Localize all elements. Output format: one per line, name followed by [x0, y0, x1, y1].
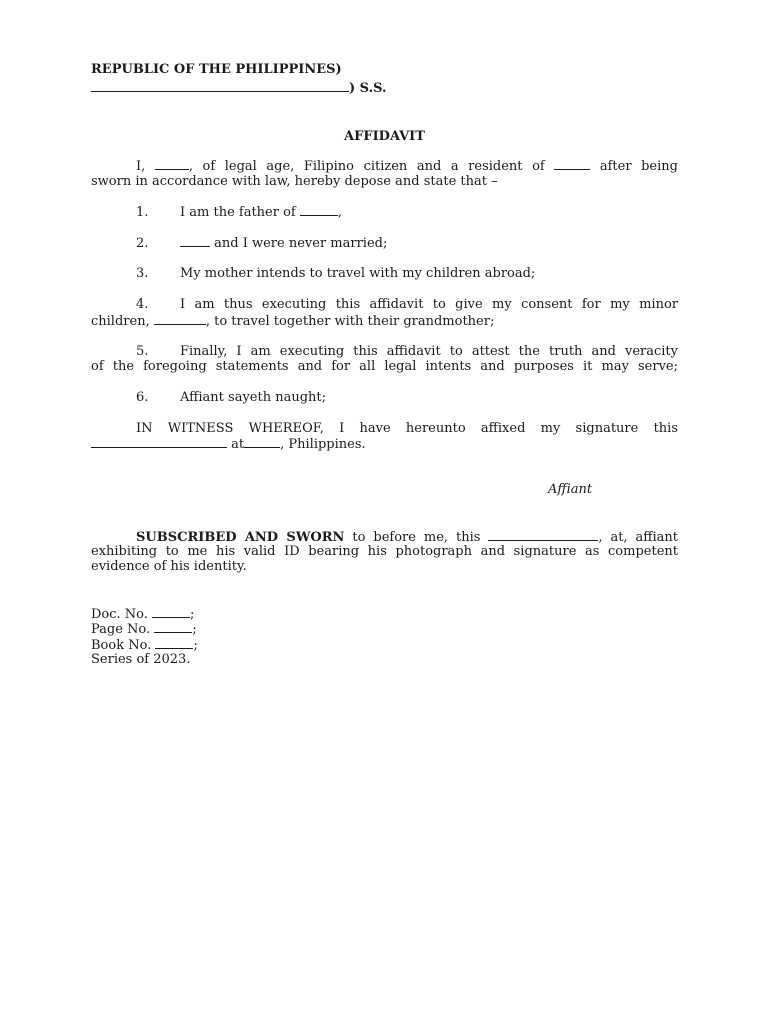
children-names-blank — [154, 313, 206, 325]
page-no-suffix: ; — [192, 622, 197, 637]
place-blank — [244, 436, 280, 448]
item-6-text: Affiant sayeth naught; — [180, 390, 327, 405]
name-blank — [155, 158, 189, 170]
republic-text: REPUBLIC OF THE PHILIPPINES) — [91, 62, 342, 77]
item-4-line-1 — [91, 297, 678, 313]
doc-no-suffix: ; — [190, 607, 195, 622]
doc-no-label: Doc. No. — [91, 607, 148, 622]
doc-no-blank — [152, 606, 190, 618]
item-1-text: I am the father of — [180, 205, 296, 220]
jurat-date-blank — [488, 529, 598, 541]
item-4-children: children, — [91, 314, 150, 329]
item-6-number: 6. — [136, 390, 149, 405]
item-4-line-2 — [91, 313, 678, 330]
item-5-line-2 — [91, 359, 678, 375]
item-2-text: and I were never married; — [214, 236, 388, 251]
intro-text-1: , of legal age, Filipino citizen and a resident of — [188, 159, 545, 174]
document-title — [91, 129, 678, 145]
witness-at: at — [231, 437, 245, 452]
item-4-text-1: I am thus executing this affidavit to give my consent for my minor — [180, 297, 678, 312]
venue-blank — [91, 80, 349, 92]
item-3 — [91, 266, 678, 282]
intro-text-3: sworn in accordance with law, hereby depose and state that – — [91, 174, 498, 189]
residence-blank — [554, 158, 590, 170]
item-5-text-1: Finally, I am executing this affidavit to attest the truth and veracity — [180, 344, 678, 359]
book-no-blank — [155, 637, 193, 649]
affiant-text: Affiant — [548, 482, 593, 497]
series-line — [91, 652, 678, 668]
item-1 — [91, 204, 678, 221]
book-no-label: Book No. — [91, 638, 152, 653]
child-name-blank — [300, 204, 338, 216]
affiant-label — [548, 482, 592, 498]
page-no-blank — [154, 621, 192, 633]
item-3-text: My mother intends to travel with my children abroad; — [180, 266, 536, 281]
book-no-suffix: ; — [193, 638, 198, 653]
page-no-line — [91, 621, 678, 638]
item-2 — [91, 235, 678, 252]
item-1-comma: , — [337, 205, 343, 220]
item-3-number: 3. — [136, 266, 149, 281]
intro-i: I, — [136, 159, 146, 174]
jurat-text-4: evidence of his identity. — [91, 559, 247, 574]
item-2-number: 2. — [136, 236, 149, 251]
witness-text-1: IN WITNESS WHEREOF, I have hereunto affixed my signature this — [136, 421, 678, 436]
jurat-text-1: to before me, this — [352, 530, 481, 545]
intro-line-1 — [91, 158, 678, 175]
witness-text-2: , Philippines. — [280, 437, 366, 452]
jurat-text-2: , at, affiant — [598, 530, 678, 545]
item-4-text-2: , to travel together with their grandmother; — [205, 314, 495, 329]
page-no-label: Page No. — [91, 622, 151, 637]
series-text: Series of 2023. — [91, 652, 191, 667]
item-5-number: 5. — [136, 344, 149, 359]
ss-text: ) S.S. — [349, 81, 387, 96]
intro-text-2: after being — [599, 159, 678, 174]
jurat-bold-text: SUBSCRIBED AND SWORN — [136, 530, 345, 545]
jurat-line-3 — [91, 559, 678, 575]
republic-heading — [91, 62, 678, 78]
witness-line-1 — [91, 421, 678, 437]
item-4-number: 4. — [136, 297, 149, 312]
venue-line — [91, 80, 678, 97]
item-6 — [91, 390, 678, 406]
jurat-text-3: exhibiting to me his valid ID bearing his photograph and signature as competent — [91, 544, 678, 559]
witness-line-2 — [91, 436, 678, 453]
item-5-line-1 — [91, 344, 678, 360]
mother-name-blank — [180, 235, 210, 247]
item-1-number: 1. — [136, 205, 149, 220]
jurat-line-2 — [91, 544, 678, 560]
intro-line-2 — [91, 174, 678, 190]
item-5-text-2: of the foregoing statements and for all legal intents and purposes it may serve; — [91, 359, 678, 374]
title-text: AFFIDAVIT — [344, 129, 425, 144]
date-blank — [91, 436, 227, 448]
